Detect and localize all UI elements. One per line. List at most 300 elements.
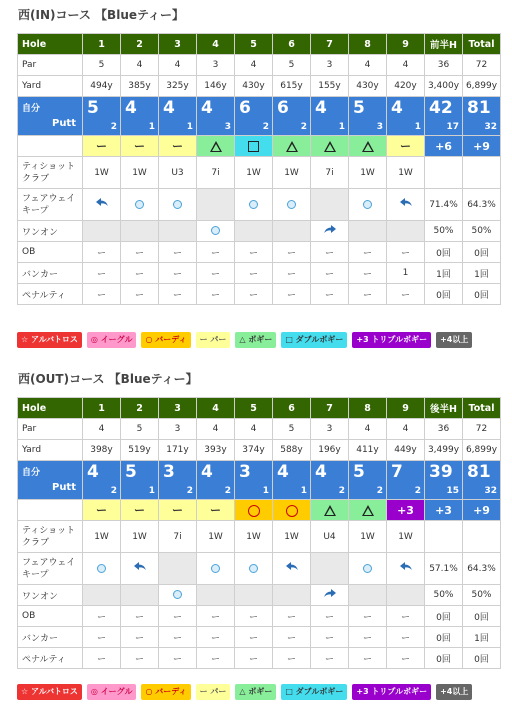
fairway-keep-cell <box>311 189 349 221</box>
score-label <box>18 461 83 500</box>
one-on-total: 50% <box>463 221 501 242</box>
score-type-bogey <box>197 136 235 157</box>
ob-total: 0回 <box>463 242 501 263</box>
score-total <box>463 461 501 500</box>
score-cell <box>235 461 273 500</box>
penalty-cell: ー <box>121 284 159 305</box>
one-on-row <box>18 585 501 606</box>
bunker-cell: ー <box>349 263 387 284</box>
ob-cell: ー <box>349 242 387 263</box>
bogey-triangle-icon <box>362 141 374 152</box>
stroke-count: 39 <box>429 462 453 482</box>
tee-club-cell: 1W <box>235 157 273 189</box>
stroke-count: 4 <box>391 98 403 118</box>
penalty-label: ペナルティ <box>18 284 83 305</box>
legend-item: ◎ イーグル <box>87 332 137 348</box>
ob-cell: ー <box>349 606 387 627</box>
putt-count: 2 <box>110 486 117 496</box>
tee-club-cell: 1W <box>121 521 159 553</box>
yard-subtotal: 3,499y <box>425 440 463 461</box>
dot-icon <box>363 200 372 209</box>
par-cell: 4 <box>349 55 387 76</box>
ob-cell: ー <box>121 242 159 263</box>
fairway-keep-cell <box>121 189 159 221</box>
one-on-cell <box>159 221 197 242</box>
score-type-total: +9 <box>463 500 501 521</box>
hole-number: 8 <box>349 34 387 55</box>
ob-cell: ー <box>311 606 349 627</box>
legend-item: □ ダブルボギー <box>281 332 347 348</box>
score-cell <box>273 97 311 136</box>
score-type-row <box>18 500 501 521</box>
par-cell: 4 <box>121 55 159 76</box>
score-type-birdie <box>235 500 273 521</box>
subtotal-header: 後半H <box>425 398 463 419</box>
hole-number: 7 <box>311 398 349 419</box>
dot-icon <box>173 590 182 599</box>
par-cell: 4 <box>235 55 273 76</box>
penalty-cell: ー <box>121 648 159 669</box>
par-cell: 5 <box>121 419 159 440</box>
score-type-triple: +3 <box>387 500 425 521</box>
score-type-par: ー <box>121 500 159 521</box>
one-on-cell <box>387 221 425 242</box>
par-cell: 3 <box>197 55 235 76</box>
tee-club-cell: 1W <box>235 521 273 553</box>
course-title: 西(OUT)コース 【Blueティー】 <box>18 372 198 386</box>
yard-cell: 385y <box>121 76 159 97</box>
yard-cell: 420y <box>387 76 425 97</box>
score-type-birdie <box>273 500 311 521</box>
legend-item: ☆ アルバトロス <box>17 684 82 700</box>
miss-right-arrow-icon <box>323 588 337 600</box>
score-type-label <box>18 500 83 521</box>
one-on-cell <box>121 221 159 242</box>
ob-cell: ー <box>159 242 197 263</box>
score-cell <box>121 461 159 500</box>
penalty-cell: ー <box>311 648 349 669</box>
tee-club-cell: 7i <box>197 157 235 189</box>
legend-item: ☆ アルバトロス <box>17 332 82 348</box>
score-cell <box>83 97 121 136</box>
hole-number: 5 <box>235 34 273 55</box>
putt-count: 2 <box>300 122 307 132</box>
score-type-par: ー <box>83 136 121 157</box>
fairway-keep-label: フェアウェイ キープ <box>18 189 83 221</box>
ob-cell: ー <box>197 242 235 263</box>
miss-left-arrow-icon <box>399 197 413 209</box>
fairway-keep-cell <box>311 553 349 585</box>
legend-item: +4以上 <box>436 684 472 700</box>
score-type-bogey <box>349 136 387 157</box>
one-on-cell <box>273 585 311 606</box>
yard-cell: 374y <box>235 440 273 461</box>
hole-number: 6 <box>273 398 311 419</box>
stroke-count: 4 <box>125 98 137 118</box>
total-header: Total <box>463 398 501 419</box>
penalty-cell: ー <box>83 284 121 305</box>
score-cell <box>159 97 197 136</box>
score-type-total: +9 <box>463 136 501 157</box>
tee-club-cell: 1W <box>387 157 425 189</box>
fairway-keep-cell <box>159 189 197 221</box>
penalty-cell: ー <box>311 284 349 305</box>
par-label: Par <box>18 55 83 76</box>
ob-row <box>18 242 501 263</box>
hole-number: 4 <box>197 34 235 55</box>
stroke-count: 4 <box>87 462 99 482</box>
putt-count: 2 <box>376 486 383 496</box>
bunker-cell: ー <box>197 263 235 284</box>
yard-row <box>18 76 501 97</box>
penalty-cell: ー <box>387 648 425 669</box>
stroke-count: 5 <box>353 462 365 482</box>
legend-item: +3 トリプルボギー <box>352 332 431 348</box>
one-on-cell <box>83 221 121 242</box>
penalty-cell: ー <box>387 284 425 305</box>
one-on-total: 50% <box>463 585 501 606</box>
one-on-cell <box>121 585 159 606</box>
yard-subtotal: 3,400y <box>425 76 463 97</box>
yard-cell: 393y <box>197 440 235 461</box>
ob-subtotal: 0回 <box>425 606 463 627</box>
bogey-triangle-icon <box>324 505 336 516</box>
hole-header-row <box>18 398 501 419</box>
putt-count: 1 <box>338 122 345 132</box>
one-on-cell <box>83 585 121 606</box>
ob-cell: ー <box>83 242 121 263</box>
penalty-cell: ー <box>159 648 197 669</box>
stroke-count: 81 <box>467 98 491 118</box>
tee-club-cell: 1W <box>83 521 121 553</box>
score-cell <box>311 461 349 500</box>
putt-label: Putt <box>51 118 76 129</box>
bunker-subtotal: 0回 <box>425 627 463 648</box>
one-on-cell <box>387 585 425 606</box>
stroke-count: 4 <box>201 462 213 482</box>
bunker-row <box>18 627 501 648</box>
fairway-keep-cell <box>349 553 387 585</box>
par-cell: 5 <box>83 55 121 76</box>
hole-number: 1 <box>83 398 121 419</box>
par-row <box>18 419 501 440</box>
penalty-cell: ー <box>273 284 311 305</box>
putt-count: 2 <box>262 122 269 132</box>
hole-number: 2 <box>121 398 159 419</box>
yard-cell: 155y <box>311 76 349 97</box>
putt-count: 2 <box>338 486 345 496</box>
bunker-label: バンカー <box>18 263 83 284</box>
yard-cell: 398y <box>83 440 121 461</box>
legend-item: ー パー <box>196 332 231 348</box>
putt-count: 1 <box>300 486 307 496</box>
ob-cell: ー <box>197 606 235 627</box>
score-cell <box>197 461 235 500</box>
bunker-cell: ー <box>83 627 121 648</box>
yard-cell: 171y <box>159 440 197 461</box>
yard-cell: 196y <box>311 440 349 461</box>
par-row <box>18 55 501 76</box>
ob-cell: ー <box>121 606 159 627</box>
my-score-label: 自分 <box>22 104 41 114</box>
legend-item: ○ バーディ <box>141 332 190 348</box>
putt-count: 1 <box>262 486 269 496</box>
yard-row <box>18 440 501 461</box>
course-section <box>0 6 512 346</box>
penalty-subtotal: 0回 <box>425 284 463 305</box>
par-label: Par <box>18 419 83 440</box>
one-on-cell <box>273 221 311 242</box>
fairway-keep-cell <box>349 189 387 221</box>
fairway-keep-subtotal: 57.1% <box>425 553 463 585</box>
ob-cell: ー <box>273 606 311 627</box>
tee-club-cell: 1W <box>197 521 235 553</box>
penalty-cell: ー <box>83 648 121 669</box>
stroke-count: 6 <box>277 98 289 118</box>
putt-count: 2 <box>414 486 421 496</box>
penalty-cell: ー <box>349 284 387 305</box>
fairway-keep-cell <box>273 189 311 221</box>
score-cell <box>235 97 273 136</box>
par-total: 72 <box>463 55 501 76</box>
stroke-count: 5 <box>353 98 365 118</box>
tee-club-row <box>18 521 501 553</box>
stroke-count: 7 <box>391 462 403 482</box>
one-on-label: ワンオン <box>18 585 83 606</box>
ob-label: OB <box>18 606 83 627</box>
one-on-cell <box>235 221 273 242</box>
par-cell: 5 <box>273 55 311 76</box>
par-cell: 3 <box>159 419 197 440</box>
miss-left-arrow-icon <box>133 561 147 573</box>
one-on-cell <box>311 221 349 242</box>
par-cell: 4 <box>197 419 235 440</box>
fairway-keep-cell <box>83 189 121 221</box>
bogey-triangle-icon <box>324 141 336 152</box>
score-label <box>18 97 83 136</box>
course-section <box>0 370 512 710</box>
ob-cell: ー <box>83 606 121 627</box>
dot-icon <box>363 564 372 573</box>
course-title: 西(IN)コース 【Blueティー】 <box>18 8 185 22</box>
putt-count: 2 <box>186 486 193 496</box>
score-type-label <box>18 136 83 157</box>
tee-club-cell: 1W <box>349 521 387 553</box>
score-cell <box>349 97 387 136</box>
yard-cell: 519y <box>121 440 159 461</box>
penalty-total: 0回 <box>463 284 501 305</box>
hole-number: 9 <box>387 398 425 419</box>
dot-icon <box>173 200 182 209</box>
yard-cell: 430y <box>349 76 387 97</box>
miss-left-arrow-icon <box>399 561 413 573</box>
par-total: 72 <box>463 419 501 440</box>
ob-row <box>18 606 501 627</box>
score-type-par: ー <box>159 500 197 521</box>
hole-number: 3 <box>159 398 197 419</box>
subtotal-header: 前半H <box>425 34 463 55</box>
score-type-par: ー <box>121 136 159 157</box>
putt-count: 32 <box>484 122 497 132</box>
one-on-cell <box>349 585 387 606</box>
miss-left-arrow-icon <box>285 561 299 573</box>
one-on-cell <box>311 585 349 606</box>
bunker-cell: ー <box>121 627 159 648</box>
penalty-cell: ー <box>235 284 273 305</box>
tee-club-row <box>18 157 501 189</box>
tee-club-subtotal <box>425 521 463 553</box>
penalty-subtotal: 0回 <box>425 648 463 669</box>
stroke-count: 6 <box>239 98 251 118</box>
ob-cell: ー <box>387 606 425 627</box>
score-cell <box>159 461 197 500</box>
score-type-bogey <box>311 136 349 157</box>
legend-item: △ ボギー <box>235 332 276 348</box>
score-type-double <box>235 136 273 157</box>
score-cell <box>197 97 235 136</box>
tee-club-cell: 1W <box>273 521 311 553</box>
one-on-subtotal: 50% <box>425 221 463 242</box>
double-bogey-square-icon <box>248 141 259 152</box>
legend-item: ー パー <box>196 684 231 700</box>
yard-cell: 430y <box>235 76 273 97</box>
fairway-keep-total: 64.3% <box>463 189 501 221</box>
par-cell: 4 <box>387 419 425 440</box>
yard-total: 6,899y <box>463 76 501 97</box>
penalty-cell: ー <box>197 648 235 669</box>
bunker-cell: ー <box>159 263 197 284</box>
dot-icon <box>249 200 258 209</box>
yard-total: 6,899y <box>463 440 501 461</box>
yard-cell: 615y <box>273 76 311 97</box>
score-row <box>18 97 501 136</box>
ob-subtotal: 0回 <box>425 242 463 263</box>
one-on-label: ワンオン <box>18 221 83 242</box>
tee-club-subtotal <box>425 157 463 189</box>
hole-number: 9 <box>387 34 425 55</box>
dot-icon <box>287 200 296 209</box>
tee-club-cell: 1W <box>387 521 425 553</box>
legend-item: +4以上 <box>436 332 472 348</box>
putt-label: Putt <box>51 482 76 493</box>
par-cell: 4 <box>235 419 273 440</box>
fairway-keep-subtotal: 71.4% <box>425 189 463 221</box>
score-legend <box>17 332 472 348</box>
bunker-total: 1回 <box>463 263 501 284</box>
fairway-keep-cell <box>121 553 159 585</box>
yard-label: Yard <box>18 440 83 461</box>
score-type-par: ー <box>387 136 425 157</box>
bunker-cell: ー <box>159 627 197 648</box>
putt-count: 3 <box>376 122 383 132</box>
fairway-keep-cell <box>197 189 235 221</box>
putt-count: 1 <box>148 486 155 496</box>
ob-total: 0回 <box>463 606 501 627</box>
stroke-count: 5 <box>87 98 99 118</box>
penalty-cell: ー <box>273 648 311 669</box>
putt-count: 1 <box>148 122 155 132</box>
score-legend <box>17 684 472 700</box>
score-cell <box>83 461 121 500</box>
bunker-cell: ー <box>121 263 159 284</box>
stroke-count: 42 <box>429 98 453 118</box>
bunker-cell: ー <box>311 263 349 284</box>
putt-count: 2 <box>110 122 117 132</box>
bunker-cell: ー <box>83 263 121 284</box>
tee-club-cell: 1W <box>273 157 311 189</box>
fairway-keep-label: フェアウェイ キープ <box>18 553 83 585</box>
putt-count: 1 <box>414 122 421 132</box>
tee-club-label: ティショット クラブ <box>18 521 83 553</box>
fairway-keep-row <box>18 189 501 221</box>
putt-count: 17 <box>446 122 459 132</box>
score-type-par: ー <box>159 136 197 157</box>
penalty-cell: ー <box>159 284 197 305</box>
fairway-keep-total: 64.3% <box>463 553 501 585</box>
par-subtotal: 36 <box>425 55 463 76</box>
ob-cell: ー <box>235 242 273 263</box>
fairway-keep-row <box>18 553 501 585</box>
bunker-cell: ー <box>235 263 273 284</box>
bogey-triangle-icon <box>362 505 374 516</box>
fairway-keep-cell <box>83 553 121 585</box>
bunker-cell: ー <box>387 627 425 648</box>
one-on-cell <box>159 585 197 606</box>
bogey-triangle-icon <box>210 141 222 152</box>
putt-count: 3 <box>224 122 231 132</box>
hole-number: 8 <box>349 398 387 419</box>
bunker-cell: ー <box>197 627 235 648</box>
score-cell <box>273 461 311 500</box>
bunker-cell: ー <box>311 627 349 648</box>
one-on-cell <box>197 585 235 606</box>
one-on-row <box>18 221 501 242</box>
stroke-count: 4 <box>201 98 213 118</box>
stroke-count: 5 <box>125 462 137 482</box>
birdie-circle-icon <box>248 505 260 517</box>
bunker-cell: ー <box>273 627 311 648</box>
tee-club-total <box>463 521 501 553</box>
tee-club-label: ティショット クラブ <box>18 157 83 189</box>
penalty-cell: ー <box>197 284 235 305</box>
total-header: Total <box>463 34 501 55</box>
penalty-row <box>18 284 501 305</box>
putt-count: 1 <box>186 122 193 132</box>
hole-label: Hole <box>18 34 83 55</box>
yard-cell: 588y <box>273 440 311 461</box>
scorecard-table <box>17 397 501 669</box>
penalty-cell: ー <box>349 648 387 669</box>
hole-number: 4 <box>197 398 235 419</box>
fairway-keep-cell <box>235 553 273 585</box>
tee-club-cell: 1W <box>349 157 387 189</box>
ob-cell: ー <box>311 242 349 263</box>
penalty-row <box>18 648 501 669</box>
score-type-row <box>18 136 501 157</box>
hole-number: 3 <box>159 34 197 55</box>
score-cell <box>311 97 349 136</box>
penalty-total: 0回 <box>463 648 501 669</box>
ob-cell: ー <box>235 606 273 627</box>
score-row <box>18 461 501 500</box>
fairway-keep-cell <box>387 189 425 221</box>
hole-number: 5 <box>235 398 273 419</box>
yard-cell: 325y <box>159 76 197 97</box>
yard-cell: 411y <box>349 440 387 461</box>
score-subtotal <box>425 461 463 500</box>
bunker-total: 1回 <box>463 627 501 648</box>
score-type-bogey <box>273 136 311 157</box>
